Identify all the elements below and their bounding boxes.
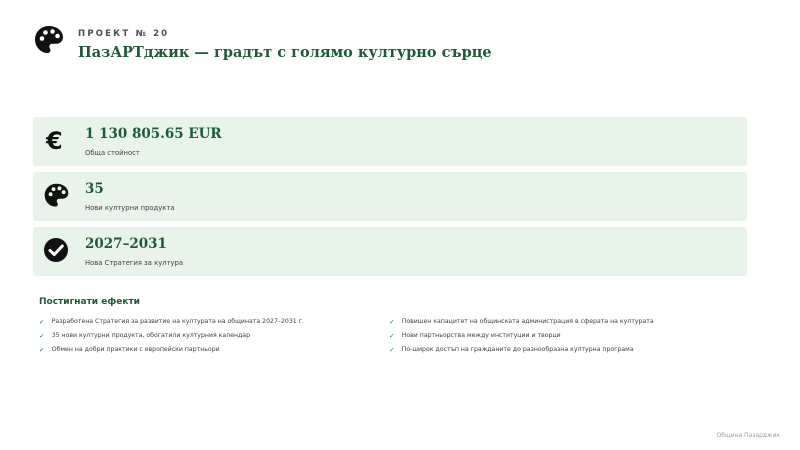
effects-list — [39, 318, 739, 360]
stat-value: 2027–2031 — [85, 236, 167, 252]
euro-icon — [42, 126, 70, 154]
list-item — [39, 318, 389, 332]
effects-column-left — [39, 318, 389, 360]
stat-value: 35 — [85, 181, 104, 197]
list-item — [39, 332, 389, 346]
effects-column-right — [389, 318, 739, 360]
stat-label: Нова Стратегия за култура — [85, 259, 184, 267]
effect-text: По-широк достъп на гражданите до разнообразна културна програма — [401, 346, 634, 353]
project-header — [33, 24, 492, 61]
stat-label: Обща стойност — [85, 149, 140, 157]
svg-text:€: € — [46, 127, 63, 153]
effects-heading: Постигнати ефекти — [39, 297, 140, 307]
stat-label: Нови културни продукта — [85, 204, 175, 212]
check-icon: ✓ — [39, 346, 45, 354]
effect-text: Обмен на добри практики с европейски партньори — [51, 346, 220, 353]
list-item — [389, 332, 739, 346]
palette-icon — [42, 181, 70, 209]
check-circle-icon — [42, 236, 70, 264]
effect-text: Разработена Стратегия за развитие на културата на общината 2027–2031 г. — [51, 318, 304, 325]
stat-value: 1 130 805.65 EUR — [85, 126, 222, 142]
footer-credit: Община Пазарджик — [716, 432, 780, 439]
list-item — [389, 318, 739, 332]
stat-card-cost — [33, 117, 747, 166]
page-title: ПазАРТджик — градът с голямо културно сърце — [78, 44, 492, 61]
stats-cards — [33, 117, 747, 282]
effect-text: 35 нови културни продукта, обогатили културния календар — [51, 332, 250, 339]
check-icon: ✓ — [39, 318, 45, 326]
project-number: ПРОЕКТ № 20 — [78, 29, 170, 39]
effect-text: Нови партньорства между институции и творци — [401, 332, 561, 339]
list-item — [389, 346, 739, 360]
stat-card-products — [33, 172, 747, 221]
palette-icon — [33, 24, 65, 56]
check-icon: ✓ — [389, 318, 395, 326]
list-item — [39, 346, 389, 360]
check-icon: ✓ — [389, 346, 395, 354]
check-icon: ✓ — [39, 332, 45, 340]
check-icon: ✓ — [389, 332, 395, 340]
stat-card-strategy — [33, 227, 747, 276]
effect-text: Повишен капацитет на общинската администрация в сферата на културата — [401, 318, 654, 325]
